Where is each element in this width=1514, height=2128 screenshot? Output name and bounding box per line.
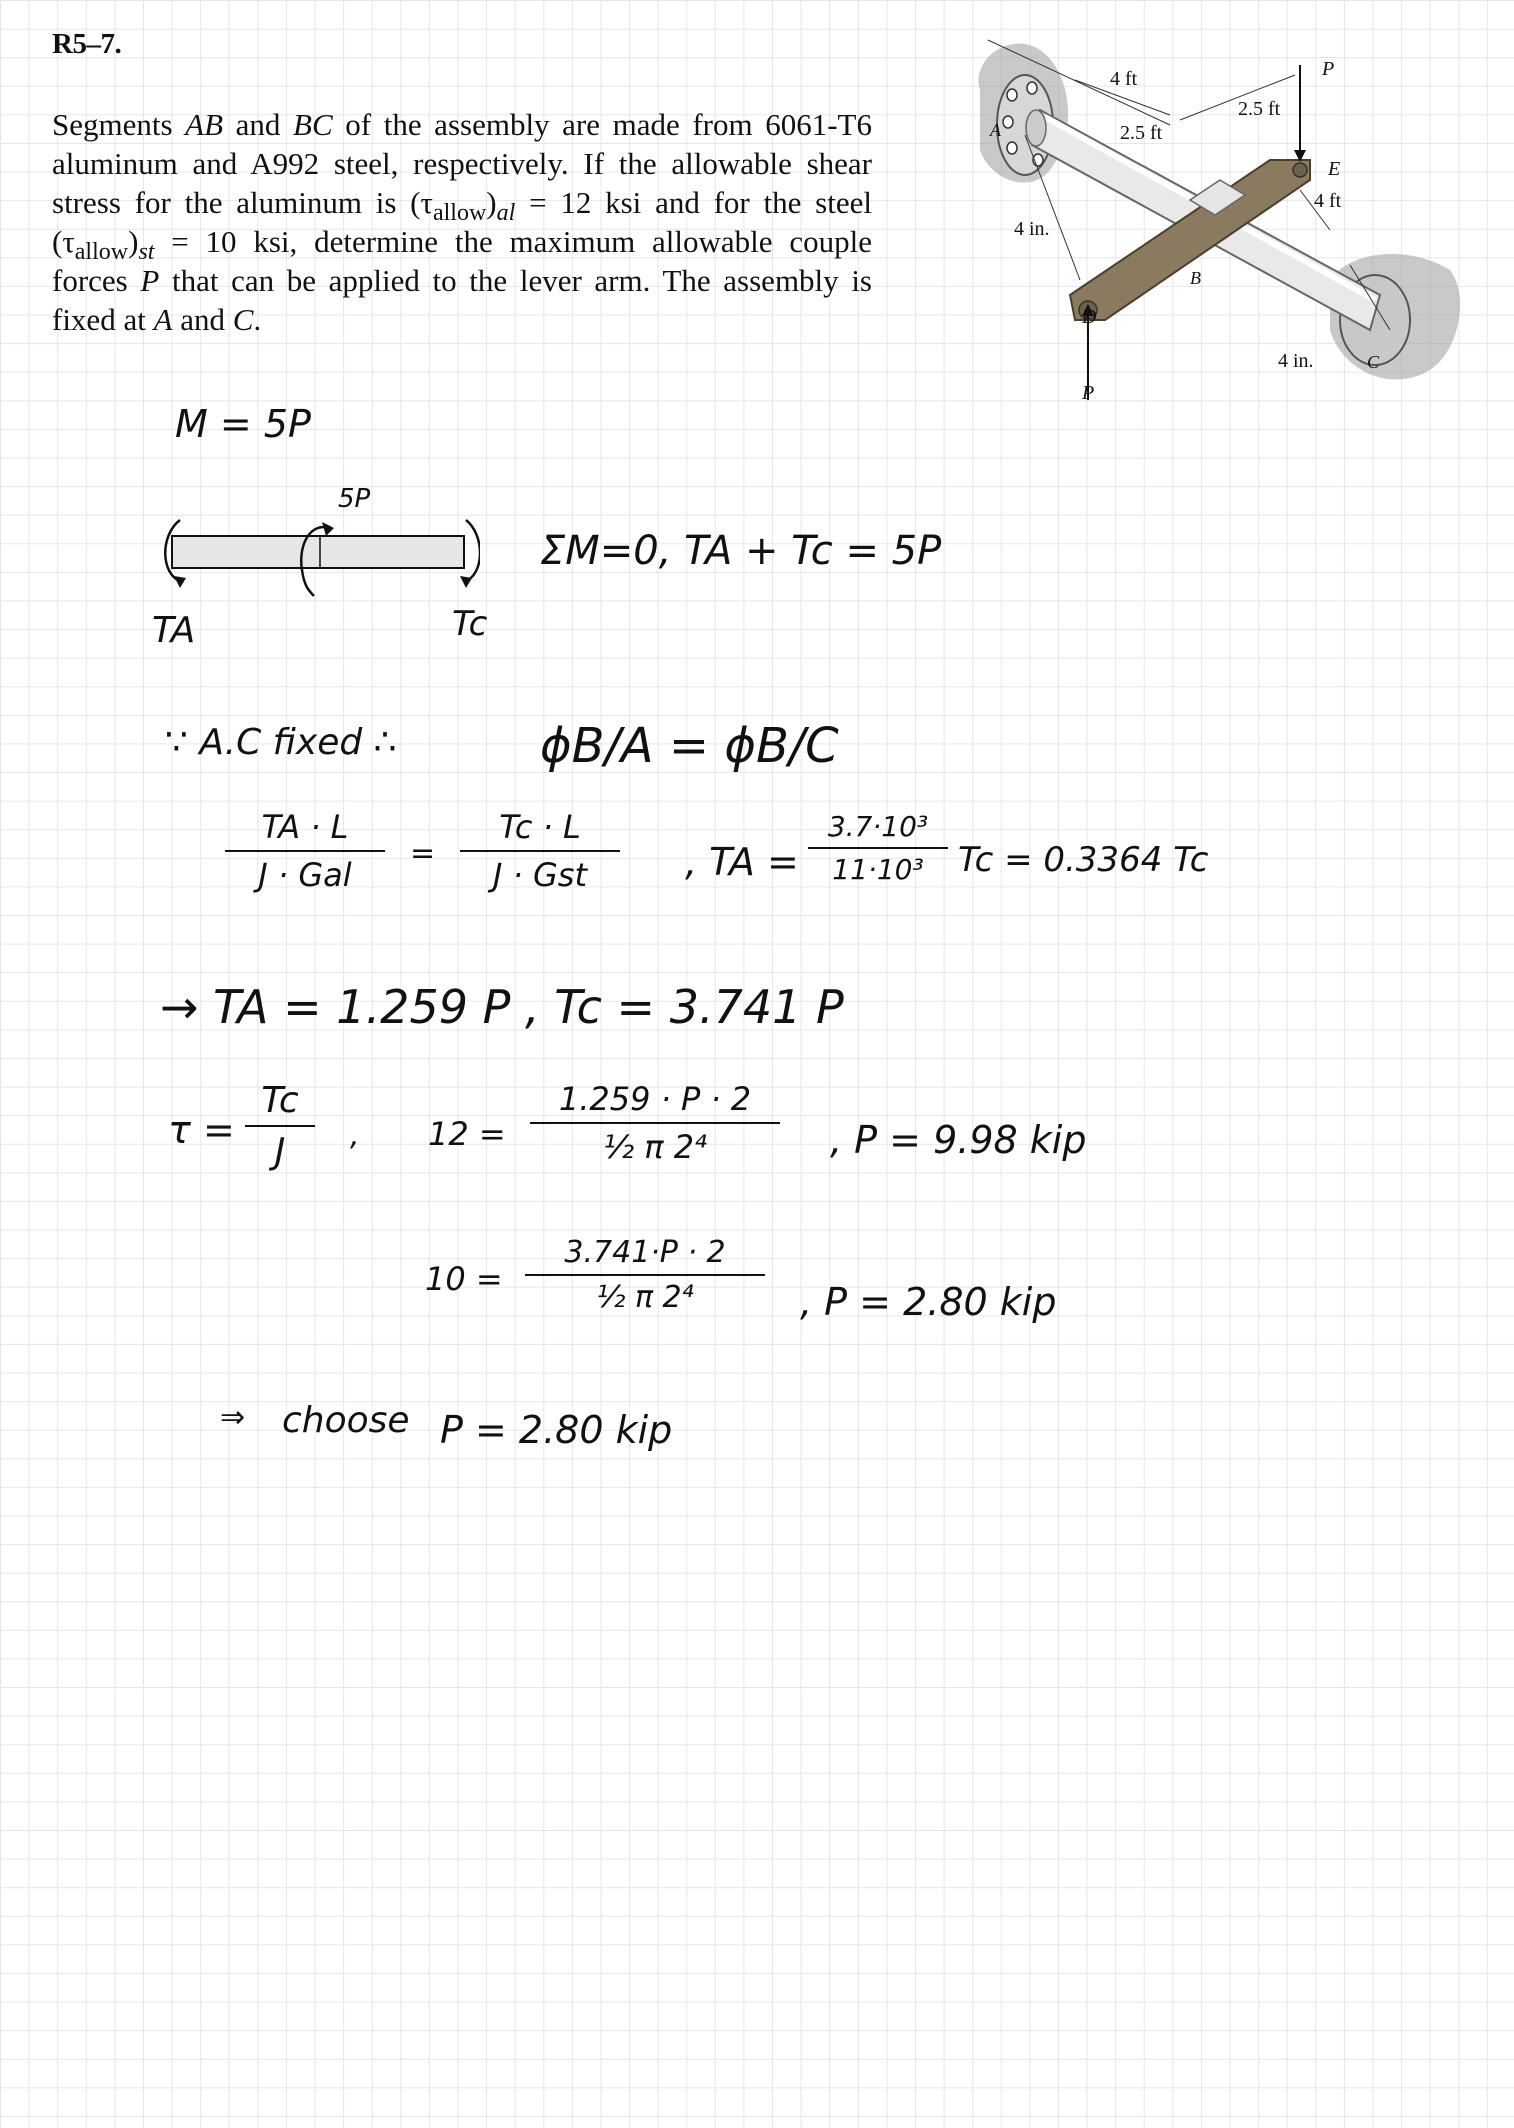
fraction-bar: [245, 1125, 315, 1127]
tau-numerator: Tc: [261, 1080, 299, 1121]
choose-word: choose: [282, 1400, 410, 1441]
dim-4in-left: 4 in.: [1014, 218, 1050, 240]
ta-numerator: 3.7·10³: [827, 810, 929, 843]
label-d: D: [1082, 306, 1097, 328]
torque-results: → TA = 1.259 P , Tc = 3.741 P: [160, 980, 844, 1034]
fixed-condition: ∵ A.C fixed ∴: [165, 722, 397, 763]
aluminum-denominator: ½ π 2⁴: [603, 1128, 707, 1166]
moment-line: M = 5P: [175, 402, 311, 446]
fraction-bar: [225, 850, 385, 852]
aluminum-result: , P = 9.98 kip: [830, 1118, 1087, 1162]
ratio-left-numerator: TA · L: [261, 808, 349, 846]
tau-comma: ,: [350, 1118, 360, 1153]
assembly-figure: [970, 20, 1470, 420]
shaft-sketch: [150, 490, 480, 640]
fraction-bar: [460, 850, 620, 852]
steel-fraction: [525, 1235, 765, 1315]
chosen-load: P = 2.80 kip: [440, 1408, 673, 1452]
label-p-bottom: P: [1082, 382, 1095, 404]
aluminum-numerator: 1.259 · P · 2: [558, 1080, 752, 1118]
ratio-equals: =: [410, 836, 436, 871]
steel-result: , P = 2.80 kip: [800, 1280, 1057, 1324]
problem-text: Segments AB and BC of the assembly are made from 6061-T6 aluminum and A992 steel, respectively. If the allowable shear stress for the aluminum is $(\tau_{allow})_{al} = 12$ ksi and for the steel $(\tau_{allow})_{st} = 10$ ksi, determine the maximum allowable couple forces P that can be applied to the lever arm. The assembly is fixed at A and C.: [52, 107, 872, 337]
label-b: B: [1190, 268, 1201, 288]
tau-denominator: J: [274, 1131, 286, 1172]
fraction-bar: [808, 847, 948, 849]
steel-lhs: 10 =: [425, 1260, 503, 1298]
fbd-ta-label: TA: [152, 610, 196, 651]
label-c: C: [1367, 352, 1380, 372]
fbd-tc-label: Tc: [452, 604, 488, 644]
dim-4in-right: 4 in.: [1278, 350, 1314, 372]
ta-prefix: , TA =: [685, 840, 799, 884]
tau-lhs: τ =: [168, 1108, 235, 1152]
ratio-right-numerator: Tc · L: [499, 808, 581, 846]
aluminum-fraction: [530, 1080, 780, 1166]
dim-4ft-right: 4 ft: [1314, 190, 1342, 212]
steel-numerator: 3.741·P · 2: [564, 1235, 726, 1270]
problem-number: R5–7.: [52, 28, 122, 60]
aluminum-lhs: 12 =: [428, 1115, 506, 1153]
label-a: A: [990, 120, 1001, 140]
ratio-right-denominator: J · Gst: [493, 856, 587, 894]
tau-fraction: [245, 1080, 315, 1172]
choose-arrow: ⇒: [220, 1400, 246, 1435]
label-p-top: P: [1322, 58, 1335, 80]
fraction-bar: [525, 1274, 765, 1276]
fraction-bar: [530, 1122, 780, 1124]
ratio-left-denominator: J · Gal: [258, 856, 352, 894]
compatibility-equation: ϕB/A = ϕB/C: [540, 718, 839, 774]
equilibrium-equation: ΣM=0, TA + Tc = 5P: [540, 528, 942, 574]
label-e: E: [1328, 158, 1341, 180]
steel-denominator: ½ π 2⁴: [596, 1280, 694, 1315]
ta-denominator: 11·10³: [832, 853, 924, 886]
ratio-left-fraction: [225, 808, 385, 894]
ta-result: Tc = 0.3364 Tc: [958, 840, 1209, 880]
problem-statement: [52, 28, 872, 339]
dim-2-5ft-left: 2.5 ft: [1120, 122, 1163, 144]
ratio-right-fraction: [460, 808, 620, 894]
ta-modulus-fraction: [808, 810, 948, 886]
free-body-diagram: [150, 490, 480, 640]
dim-4ft-top: 4 ft: [1110, 68, 1138, 90]
dim-2-5ft-right: 2.5 ft: [1238, 98, 1281, 120]
fbd-5p-label: 5P: [338, 484, 371, 514]
